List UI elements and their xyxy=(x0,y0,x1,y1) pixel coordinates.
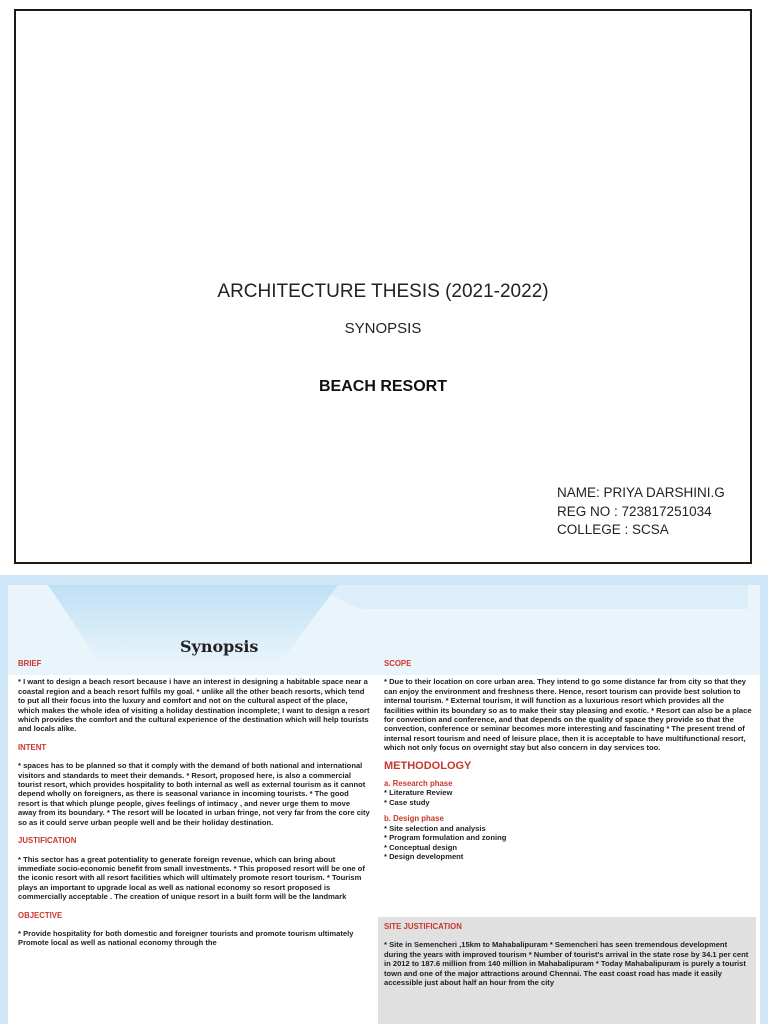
scope-text: * Due to their location on core urban area. They intend to go some distance far from city so that they can enjoy the environment and freshness there. Hence, resort tourism can provide best solution to internal tourism. * External tourism, it will function as a luxurious resort which provides all the facilities within its boundary so as to make their stay pleasing and exotic. * Resort can also be a place for convection and conference, and that depends on the quality of space they provide so that the convection, conference or seminar becomes more interesting and fascinating * The present trend of internal resort tourism and need of leisure place, then it is acceptable to have multifunctional resort, which not only focus on overnight stay but also concern in day services too. xyxy=(384,677,752,753)
methodology-heading: METHODOLOGY xyxy=(384,759,472,772)
design-phase-heading: b. Design phase xyxy=(384,814,444,824)
objective-heading: OBJECTIVE xyxy=(18,910,63,920)
intent-text: * spaces has to be planned so that it comply with the demand of both national and international visitors and standards to meet their demands. * Resort, proposed here, is also a commercial tourist resort, which provides hospitality to both internal as well as external tourism as it cannot depend wholly on foreigners, as there is seasonal variance in incoming tourists. * The good resort is that which plunge people, gives feelings of intimacy , and never urge them to move away from its boundary. * The resort will be located in urban fringe, not very far from the core city so as it could serve urban people well and be their holiday destination. xyxy=(18,761,370,827)
synopsis-slide xyxy=(0,575,768,1024)
justification-heading: JUSTIFICATION xyxy=(18,836,77,846)
justification-text: * This sector has a great potentiality to generate foreign revenue, which can bring about immediate socio-economic benefit from small investments. * This proposed resort will be one of the iconic resort with all resort facilities which will ultimately promote resort tourism. * Tourism plays an important to upgrade local as well as national economy so resort proposed is commercially acceptable . The creation of unique resort in a built form will be the landmark xyxy=(18,854,365,902)
research-phase-list xyxy=(384,788,752,807)
list-item: * Design development xyxy=(384,851,464,861)
list-item: * Conceptual design xyxy=(384,842,457,852)
list-item: * Program formulation and zoning xyxy=(384,833,507,843)
scope-heading: SCOPE xyxy=(384,659,412,668)
list-item: * Literature Review xyxy=(384,788,453,798)
brief-text: * I want to design a beach resort because i have an interest in designing a habitable space near a coastal region and a beach resort fulfils my goal. * unlike all the other beach resorts, which tend to put all their focus into the luxury and comfort and not on the cultural aspect of the place, which makes the whole idea of visiting a holiday destination incomplete; I want to design a resort which provides the comfort and the cultural experience of the destination which will help tourists and locals alike. xyxy=(18,677,370,734)
site-justification xyxy=(384,922,752,996)
student-name: NAME: PRIYA DARSHINI.G xyxy=(557,485,725,500)
list-item: * Case study xyxy=(384,797,430,807)
synopsis-left-column xyxy=(18,659,370,957)
site-justification-text: * Site in Semencheri ,15km to Mahabalipuram * Semencheri has seen tremendous development during the years with improved tourism * Number of tourist's arrival in the state rose by 34.1 per cent in 2012 to 187.6 million from 140 million in Mahabalipuram * Today Mahabalipuram is purely a tourist town and one of the major attractions around Chennai. The east coast road has made it easily accessible just about half an hour from the city xyxy=(384,940,749,988)
synopsis-label: SYNOPSIS xyxy=(344,320,422,337)
objective-text: * Provide hospitality for both domestic and foreigner tourists and promote tourism ultimately Promote local as well as national economy through the xyxy=(18,928,354,948)
synopsis-title: Synopsis xyxy=(180,637,259,656)
project-title: BEACH RESORT xyxy=(318,378,447,395)
thesis-title: ARCHITECTURE THESIS (2021-2022) xyxy=(217,281,549,302)
intent-heading: INTENT xyxy=(18,742,47,752)
research-phase-heading: a. Research phase xyxy=(384,779,453,789)
banner-ribbon-right xyxy=(308,585,748,609)
site-justification-heading: SITE JUSTIFICATION xyxy=(384,922,462,931)
synopsis-right-column xyxy=(384,659,752,868)
synopsis-panel xyxy=(8,585,760,1024)
list-item: * Site selection and analysis xyxy=(384,823,486,833)
student-info xyxy=(557,484,725,540)
student-college: COLLEGE : SCSA xyxy=(557,522,669,537)
brief-heading: BRIEF xyxy=(18,659,42,668)
design-phase-list xyxy=(384,824,752,862)
student-reg: REG NO : 723817251034 xyxy=(557,503,712,519)
cover-slide xyxy=(14,9,752,564)
